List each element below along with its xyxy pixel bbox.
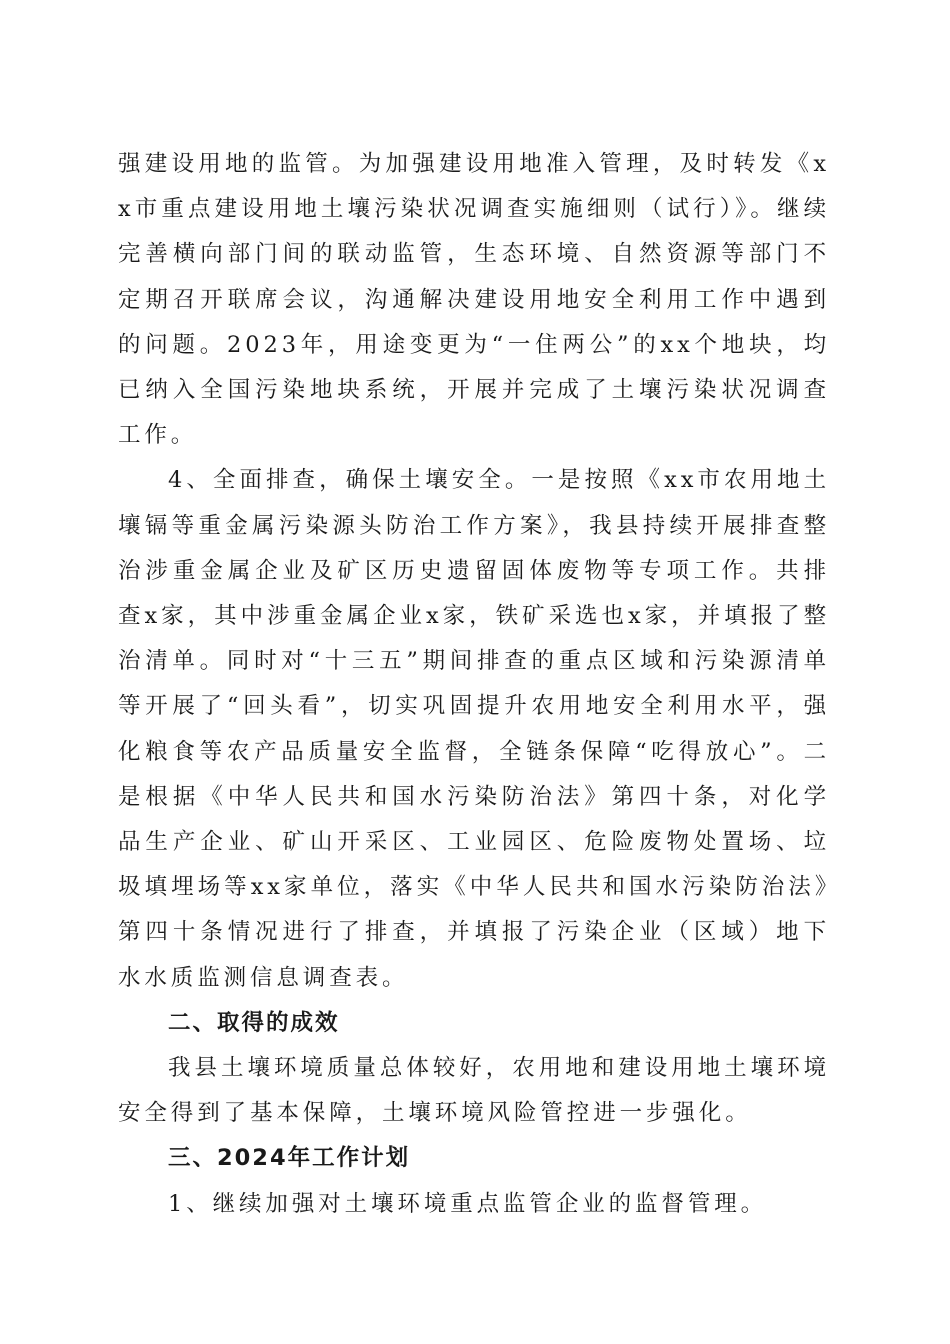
section-heading-2024-plan: 三、2024年工作计划 [168, 1145, 411, 1172]
section-heading-achievements: 二、取得的成效 [168, 1009, 340, 1036]
paragraph-construction-land-supervision: 强建设用地的监管。为加强建设用地准入管理，及时转发《xx市重点建设用地土壤污染状况调查实施细则（试行）》。继续完善横向部门间的联动监管，生态环境、自然资源等部门不定期召开联席会议，沟通解决建设用地安全利用工作中遇到的问题。2023年，用途变更为“一住两公”的xx个地块，均已纳入全国污染地块系统，开展并完成了土壤污染状况调查工作。 [118, 151, 830, 449]
document-body [118, 142, 830, 1227]
paragraph-comprehensive-inspection: 4、全面排查，确保土壤安全。一是按照《xx市农用地土壤镉等重金属污染源头防治工作方案》，我县持续开展排查整治涉重金属企业及矿区历史遗留固体废物等专项工作。共排查x家，其中涉重金属企业x家，铁矿采选也x家，并填报了整治清单。同时对“十三五”期间排查的重点区域和污染源清单等开展了“回头看”，切实巩固提升农用地安全利用水平，强化粮食等农产品质量安全监督，全链条保障“吃得放心”。二是根据《中华人民共和国水污染防治法》第四十条，对化学品生产企业、矿山开采区、工业园区、危险废物处置场、垃圾填埋场等xx家单位，落实《中华人民共和国水污染防治法》第四十条情况进行了排查，并填报了污染企业（区域）地下水水质监测信息调查表。 [118, 467, 830, 991]
plan-item-1: 1、继续加强对土壤环境重点监管企业的监督管理。 [168, 1190, 768, 1217]
paragraph-achievements: 我县土壤环境质量总体较好，农用地和建设用地土壤环境安全得到了基本保障，土壤环境风险管控进一步强化。 [118, 1055, 830, 1127]
